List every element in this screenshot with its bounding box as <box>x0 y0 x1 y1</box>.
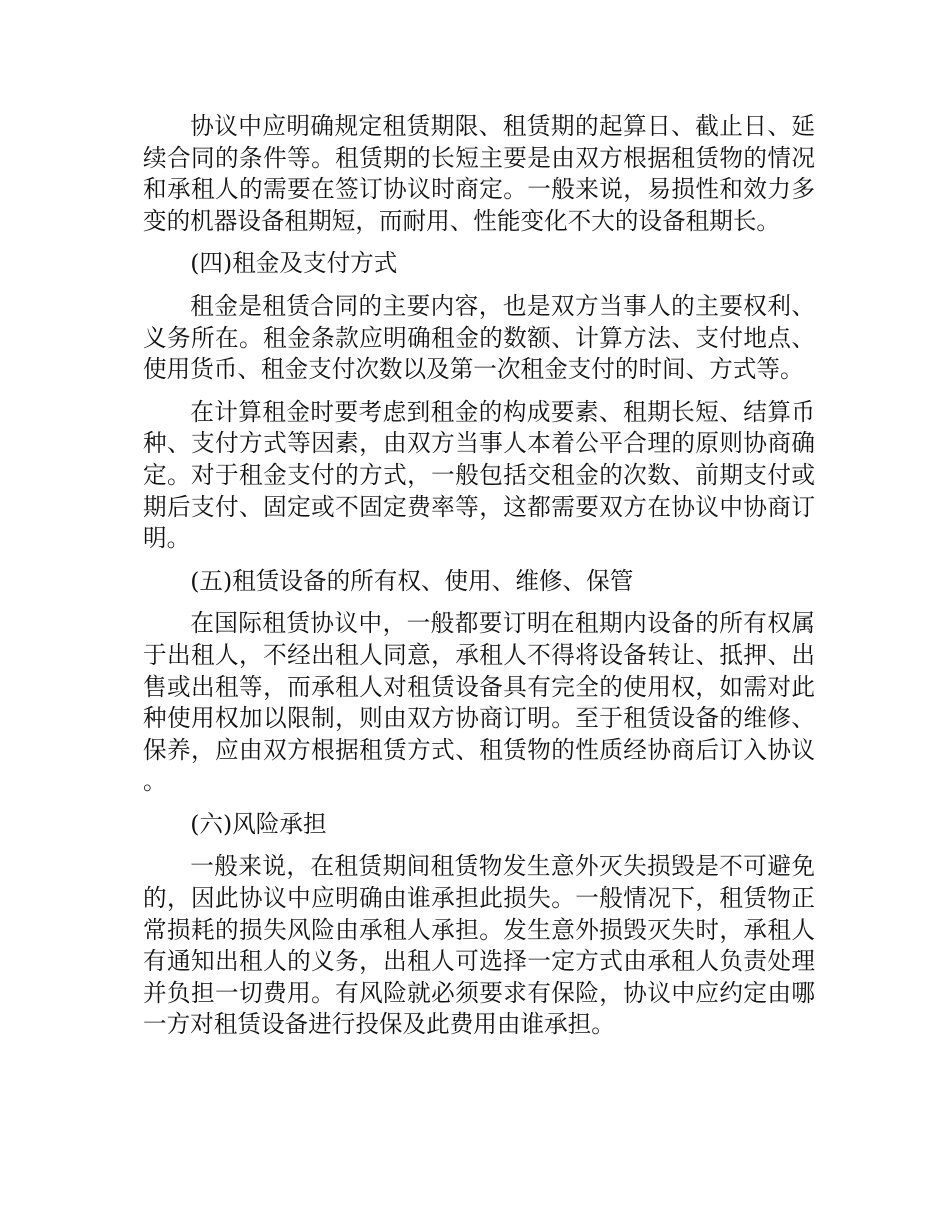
paragraph-risk: 一般来说，在租赁期间租赁物发生意外灭失损毁是不可避免的，因此协议中应明确由谁承担此损失。一般情况下，租赁物正常损耗的损失风险由承租人承担。发生意外损毁灭失时，承租人有通知出租人的义务，出租人可选择一定方式由承租人负责处理并负担一切费用。有风险就必须要求有保险，协议中应约定由哪一方对租赁设备进行投保及此费用由谁承担。 <box>143 852 815 1039</box>
section-heading-rent: (四)租金及支付方式 <box>190 249 398 278</box>
paragraph-lease-term: 协议中应明确规定租赁期限、租赁期的起算日、截止日、延续合同的条件等。租赁期的长短主要是由双方根据租赁物的情况和承租人的需要在签订协议时商定。一般来说，易损性和效力多变的机器设备租期短，而耐用、性能变化不大的设备租期长。 <box>143 112 815 235</box>
paragraph-ownership: 在国际租赁协议中，一般都要订明在租期内设备的所有权属于出租人，不经出租人同意，承租人不得将设备转让、抵押、出售或出租等，而承租人对租赁设备具有完全的使用权，如需对此种使用权加以限制，则由双方协商订明。至于租赁设备的维修、保养，应由双方根据租赁方式、租赁物的性质经协商后订入协议。 <box>143 609 815 796</box>
section-heading-ownership: (五)租赁设备的所有权、使用、维修、保管 <box>190 566 634 595</box>
paragraph-rent-calculation: 在计算租金时要考虑到租金的构成要素、租期长短、结算币种、支付方式等因素，由双方当事人本着公平合理的原则协商确定。对于租金支付的方式，一般包括交租金的次数、前期支付或期后支付、固定或不固定费率等，这都需要双方在协议中协商订明。 <box>143 397 815 553</box>
document-body <box>143 111 815 1052</box>
paragraph-rent-clause: 租金是租赁合同的主要内容，也是双方当事人的主要权利、义务所在。租金条款应明确租金的数额、计算方法、支付地点、使用货币、租金支付次数以及第一次租金支付的时间、方式等。 <box>143 291 815 384</box>
section-heading-risk: (六)风险承担 <box>190 809 327 838</box>
